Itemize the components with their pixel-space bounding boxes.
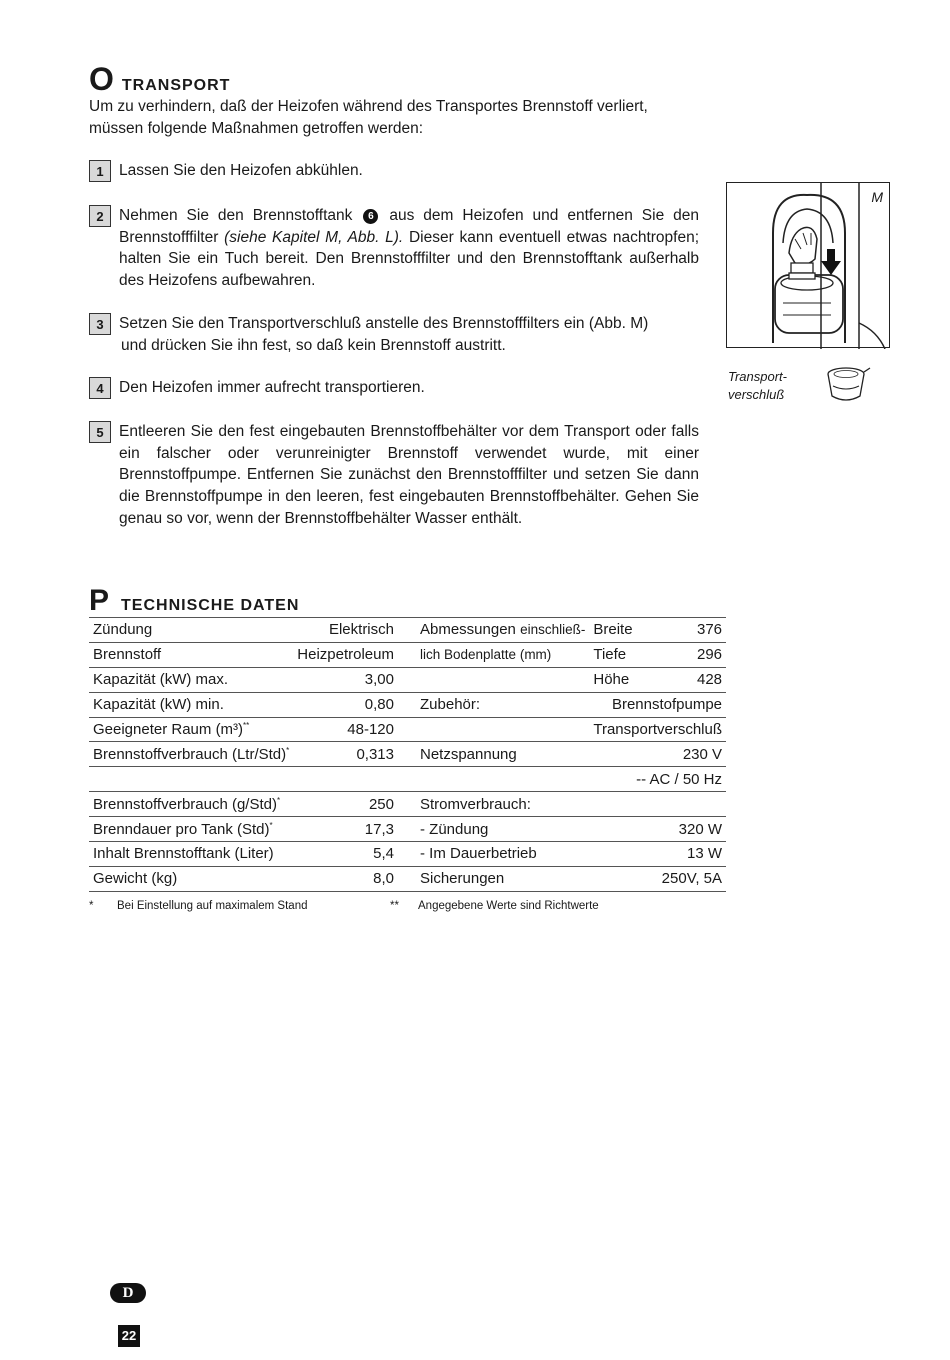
- section-technical-data: [89, 586, 299, 616]
- part-number-badge: 6: [363, 209, 378, 224]
- step-number: 3: [89, 313, 111, 335]
- table-row: Brennstoffverbrauch (Ltr/Std)* 0,313 Netzspannung 230 V: [89, 742, 726, 767]
- step-number: 1: [89, 160, 111, 182]
- technical-data-table: [89, 617, 726, 892]
- section-title: TRANSPORT: [121, 77, 231, 94]
- step-3: [89, 313, 699, 356]
- step-5: [89, 421, 699, 530]
- figure-caption: Transport- verschluß: [728, 369, 787, 402]
- step-4: [89, 377, 699, 399]
- section-o-heading: [89, 61, 699, 97]
- step-text: Lassen Sie den Heizofen abkühlen.: [119, 162, 363, 179]
- step-text: Setzen Sie den Transportverschluß anstelle des Brennstofffilters ein (Abb. M) und drücken Sie ihn fest, so daß kein Brennstoff austritt.: [119, 315, 649, 354]
- figure-m-illustration: [726, 182, 890, 348]
- step-text: Nehmen Sie den Brennstofftank 6 aus dem Heizofen und entfernen Sie den Brennstofffilter (siehe Kapitel M, Abb. L). Dieser kann eventuell etwas nachtropfen; halten Sie ein Tuch bereit. Den Brennstofffilter und den Brennstofftank außerhalb des Heizofens aufbewahren.: [119, 207, 700, 290]
- table-row: Geeigneter Raum (m³)** 48-120 Transportverschluß: [89, 717, 726, 742]
- table-row: Brennstoff Heizpetroleum lich Bodenplatte (mm) Tiefe 296: [89, 642, 726, 667]
- table-row: Inhalt Brennstofftank (Liter) 5,4 - Im Dauerbetrieb 13 W: [89, 842, 726, 867]
- table-row: Kapazität (kW) min. 0,80 Zubehör: Brennstofpumpe: [89, 692, 726, 717]
- table-row: -- AC / 50 Hz: [89, 767, 726, 792]
- page-number: 22: [118, 1325, 140, 1347]
- language-badge: D: [110, 1283, 146, 1303]
- step-number: 5: [89, 421, 111, 443]
- intro-text: Um zu verhindern, daß der Heizofen während des Transportes Brennstoff verliert, müssen folgende Maßnahmen getroffen werden:: [89, 98, 648, 137]
- step-2: [89, 205, 699, 292]
- step-text: Den Heizofen immer aufrecht transportieren.: [119, 379, 425, 396]
- heater-tank-drawing: [727, 183, 891, 349]
- footnote-1: * Bei Einstellung auf maximalem Stand: [89, 900, 308, 912]
- section-letter: P: [89, 584, 110, 617]
- table-row: Brennstoffverbrauch (g/Std)* 250 Stromverbrauch:: [89, 792, 726, 817]
- footnote-2: ** Angegebene Werte sind Richtwerte: [390, 900, 599, 912]
- transport-cap-icon: [824, 364, 872, 406]
- section-p-heading: [89, 586, 299, 616]
- section-transport: [89, 61, 700, 527]
- figure-label: M: [871, 189, 883, 205]
- section-letter: O: [89, 61, 114, 97]
- table-row: Zündung Elektrisch Abmessungen einschließ- Breite 376: [89, 618, 726, 643]
- step-number: 2: [89, 205, 111, 227]
- table-row: Brenndauer pro Tank (Std)* 17,3 - Zündung 320 W: [89, 817, 726, 842]
- step-1: [89, 160, 699, 182]
- step-number: 4: [89, 377, 111, 399]
- table-row: Gewicht (kg) 8,0 Sicherungen 250V, 5A: [89, 866, 726, 891]
- table-row: Kapazität (kW) max. 3,00 Höhe 428: [89, 667, 726, 692]
- step-text: Entleeren Sie den fest eingebauten Brennstoffbehälter vor dem Transport oder falls ein falscher oder verunreinigter Brennstoff verwendet wurde, mit einer Brennstoffpumpe. Entfernen Sie zunächst den Brennstofffilter und setzen Sie dann die Brennstoffpumpe in den leeren, fest eingebauten Brennstoffbehälter. Gehen Sie genau so vor, wenn der Brennstoffbehälter Wasser enthält.: [119, 423, 699, 527]
- section-title: TECHNISCHE DATEN: [121, 597, 300, 614]
